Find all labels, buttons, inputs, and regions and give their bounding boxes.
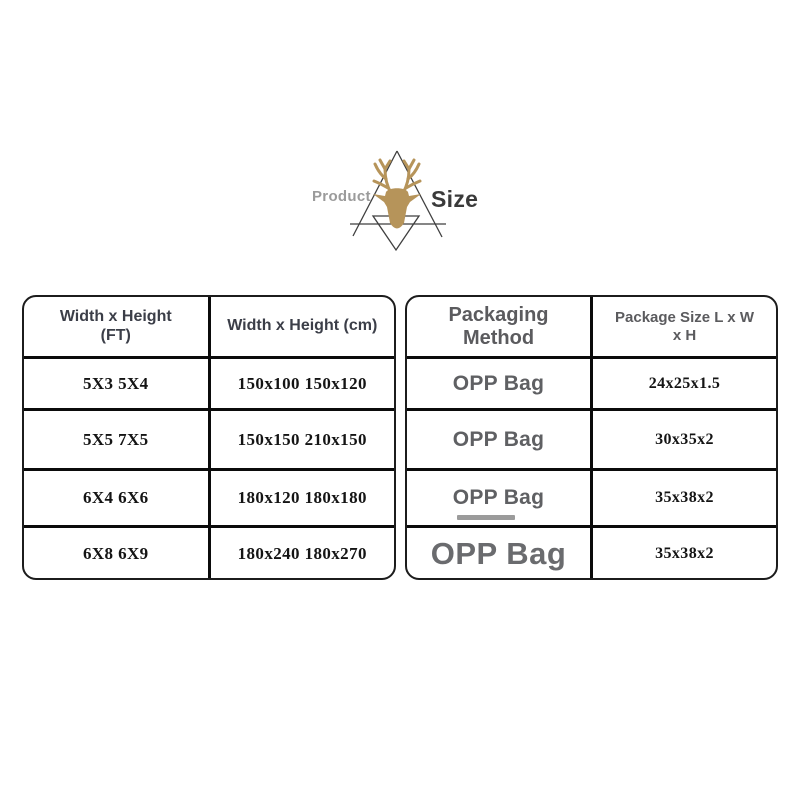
image-edit-artifact <box>457 515 515 520</box>
brand-logo <box>0 0 800 280</box>
size-ft-cell: 6X4 6X6 <box>24 471 211 525</box>
size-table-header-ft <box>24 297 211 356</box>
packaging-method-cell: OPP Bag <box>407 528 593 580</box>
header-line: Method <box>462 326 535 349</box>
logo-size-label: Size <box>431 186 479 212</box>
table-row <box>24 411 394 471</box>
packaging-table <box>405 295 778 580</box>
size-table <box>22 295 396 580</box>
table-row <box>24 359 394 411</box>
size-cm-cell: 150x150 210x150 <box>237 429 367 449</box>
package-size-cell: 35x38x2 <box>655 489 714 506</box>
size-ft-cell: 5X5 7X5 <box>24 411 211 468</box>
size-table-header-cm <box>211 297 395 356</box>
header-line: x H <box>672 326 697 344</box>
packaging-method-header <box>407 297 593 356</box>
table-row <box>24 471 394 528</box>
packaging-method-cell: OPP Bag <box>407 411 593 468</box>
table-row <box>407 411 776 471</box>
header-line: Package Size L x W <box>615 308 754 326</box>
package-size-cell: 35x38x2 <box>655 545 714 562</box>
table-row <box>407 528 776 580</box>
deer-head-icon <box>373 160 421 229</box>
header-line: Width x Height (cm) <box>227 317 378 335</box>
size-table-header-row <box>24 297 394 359</box>
header-line: Width x Height <box>59 307 172 325</box>
size-cm-cell: 180x120 180x180 <box>237 488 367 507</box>
header-line: Packaging <box>448 303 549 326</box>
logo-product-label: Product <box>312 188 371 205</box>
size-cm-cell: 150x100 150x120 <box>237 373 367 393</box>
package-size-cell: 24x25x1.5 <box>648 374 721 392</box>
size-ft-cell: 5X3 5X4 <box>24 359 211 408</box>
size-ft-cell: 6X8 6X9 <box>24 528 211 580</box>
table-row <box>24 528 394 580</box>
package-size-cell: 30x35x2 <box>655 430 714 448</box>
package-size-header <box>593 297 776 356</box>
table-row <box>407 359 776 411</box>
header-line: (FT) <box>100 326 131 344</box>
size-cm-cell: 180x240 180x270 <box>237 544 367 563</box>
packaging-method-cell: OPP Bag <box>407 471 593 525</box>
packaging-table-header-row <box>407 297 776 359</box>
packaging-method-cell: OPP Bag <box>407 359 593 408</box>
